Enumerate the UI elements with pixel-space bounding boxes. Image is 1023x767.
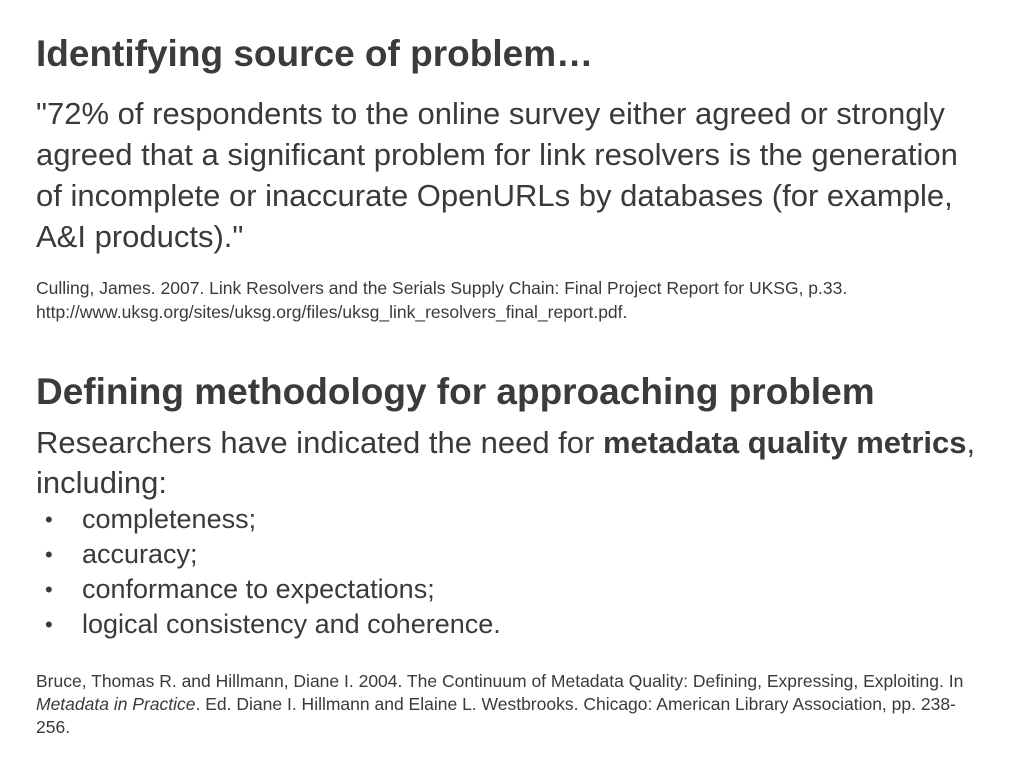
citation-bruce-hillmann (36, 670, 976, 739)
citation-text-start: Bruce, Thomas R. and Hillmann, Diane I. 2004. The Continuum of Metadata Quality: Defining, Expressing, Exploiting. In (36, 671, 964, 691)
bullet-icon: • (45, 577, 53, 602)
quality-metrics-list (36, 502, 936, 642)
intro-text-start: Researchers have indicated the need for (36, 425, 603, 460)
citation-culling: Culling, James. 2007. Link Resolvers and the Serials Supply Chain: Final Project Report for UKSG, p.33. http://www.uksg.org/sites/uksg.org/files/uksg_link_resolvers_final_report.pdf. (36, 278, 848, 322)
bullet-icon: • (45, 542, 53, 567)
list-item-text: logical consistency and coherence. (82, 609, 501, 639)
bullet-icon: • (45, 507, 53, 532)
section-heading-methodology: Defining methodology for approaching problem (36, 371, 875, 412)
bullet-icon: • (45, 612, 53, 637)
survey-quote: "72% of respondents to the online survey either agreed or strongly agreed that a significant problem for link resolvers is the generation of incomplete or inaccurate OpenURLs by databases (for example, A&I products)." (36, 96, 958, 254)
list-item (36, 537, 936, 572)
citation-book-title: Metadata in Practice (36, 694, 196, 714)
intro-text-bold: metadata quality metrics (602, 425, 967, 460)
metrics-intro (36, 423, 976, 503)
list-item-text: completeness; (82, 504, 257, 534)
list-item-text: conformance to expectations; (82, 574, 435, 604)
list-item (36, 607, 936, 642)
list-item-text: accuracy; (82, 539, 198, 569)
list-item (36, 572, 936, 607)
list-item (36, 502, 936, 537)
intro-text-end: , including: (36, 425, 976, 500)
citation-text-end: . Ed. Diane I. Hillmann and Elaine L. Westbrooks. Chicago: American Library Association, pp. 238-256. (36, 694, 956, 737)
section-heading-source-of-problem: Identifying source of problem… (36, 33, 594, 74)
